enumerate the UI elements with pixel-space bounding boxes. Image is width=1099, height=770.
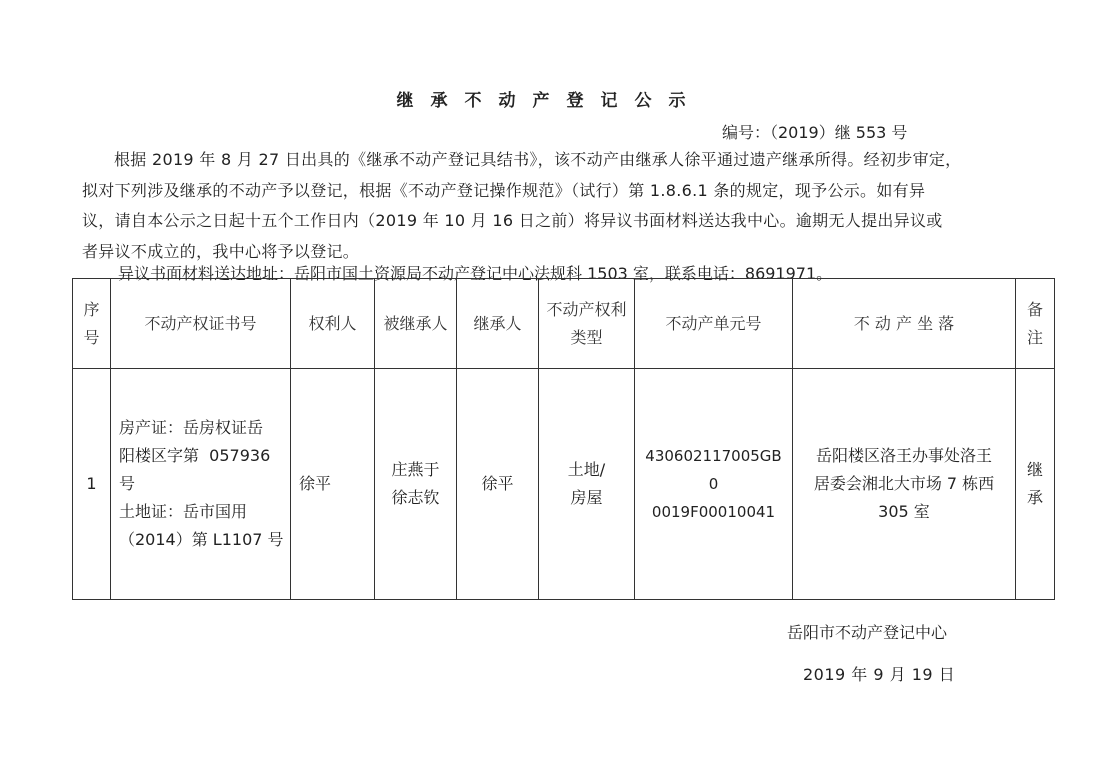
table-row [73,369,1055,600]
announcement-body [82,145,1042,267]
cell-remark [1016,369,1055,600]
unit-no-line: 430602117005GB0 [645,447,782,493]
issue-date: 2019 年 9 月 19 日 [803,665,956,684]
cell-location [793,369,1016,600]
cert-line: 房产证：岳房权证岳 [119,418,264,437]
remark-line: 承 [1026,488,1043,507]
header-right-type: 不动产权利类型 [539,279,635,369]
body-line-1: 根据 2019 年 8 月 27 日出具的《继承不动产登记具结书》，该不动产由继承人徐平通过遗产继承所得。经初步审定， [114,150,962,169]
location-line: 岳阳楼区洛王办事处洛王 [815,446,992,465]
header-index: 序号 [73,279,111,369]
issuing-organization: 岳阳市不动产登记中心 [787,623,948,642]
table-header-row [73,279,1055,369]
cell-cert-no [111,369,291,600]
cert-line: （2014）第 L1107 号 [119,530,284,549]
document-title: 继承不动产登记公示 [396,91,703,111]
header-remark: 备注 [1016,279,1055,369]
remark-line: 继 [1026,460,1043,479]
decedent-name: 徐志钦 [391,488,440,507]
header-holder: 权利人 [291,279,375,369]
header-decedent: 被继承人 [375,279,457,369]
cell-index: 1 [73,369,111,600]
objection-address: 异议书面材料送达地址：岳阳市国土资源局不动产登记中心法规科 1503 室，联系电话：8691971。 [118,264,833,283]
location-line: 居委会湘北大市场 7 栋西 [813,474,995,493]
cell-decedent [375,369,457,600]
cell-holder: 徐平 [291,369,375,600]
body-line-3: 议，请自本公示之日起十五个工作日内（2019 年 10 月 16 日之前）将异议书面材料送达我中心。逾期无人提出异议或 [82,211,943,230]
cert-line: 号 [119,474,136,493]
right-type-line: 土地/ [567,460,606,479]
decedent-name: 庄燕于 [391,460,440,479]
body-line-2: 拟对下列涉及继承的不动产予以登记，根据《不动产登记操作规范》（试行）第 1.8.6.1 条的规定，现予公示。如有异 [82,180,926,200]
cell-right-type [539,369,635,600]
unit-no-line: 0019F00010041 [651,503,776,521]
cell-unit-no [635,369,793,600]
header-cert-no: 不动产权证书号 [111,279,291,369]
header-unit-no: 不动产单元号 [635,279,793,369]
body-line-4: 者异议不成立的，我中心将予以登记。 [82,241,360,261]
registration-table [72,278,1055,600]
cert-line: 土地证：岳市国用 [119,502,248,521]
cert-line: 阳楼区字第 057936 [119,446,271,465]
cell-heir: 徐平 [457,369,539,600]
right-type-line: 房屋 [570,488,603,507]
location-line: 305 室 [878,502,930,521]
document-number: 编号：（2019）继 553 号 [722,123,908,142]
header-location: 不 动 产 坐 落 [793,279,1016,369]
header-heir: 继承人 [457,279,539,369]
